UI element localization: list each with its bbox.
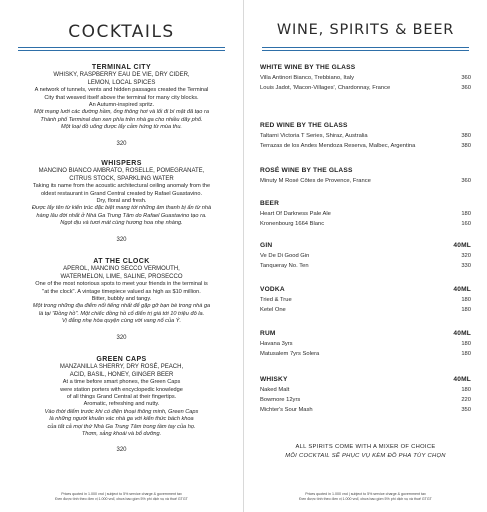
cocktail-ingredients: CITRUS STOCK, SPARKLING WATER — [69, 175, 174, 182]
item-price: 350 — [461, 407, 471, 413]
mixer-note — [244, 443, 487, 461]
section-unit: 40ML — [453, 286, 471, 293]
cocktail-ingredients: MANZANILLA SHERRY, DRY ROSÉ, PEACH, — [59, 364, 184, 371]
item-name: Taltarni Victoria T Series, Shiraz, Australia — [260, 133, 368, 139]
cocktail-description: Bitter, bubbly and tangy. — [91, 296, 152, 303]
section-heading: WHISKY — [260, 376, 288, 383]
cocktail-description-vi: Ngọt dịu và tươi mát cùng hương hoa nhẹ nhàng. — [60, 220, 183, 227]
cocktail-description: An Autumn-inspired spritz. — [88, 102, 155, 109]
pricing-footer — [6, 492, 237, 502]
menu-item — [260, 407, 471, 413]
item-name: Michter's Sour Mash — [260, 407, 313, 413]
menu-item — [260, 387, 471, 393]
section-heading: RUM — [260, 330, 276, 337]
item-price: 320 — [461, 253, 471, 259]
cocktail-whispers — [8, 160, 235, 244]
section-whisky — [260, 376, 471, 413]
cocktail-name: WHISPERS — [101, 160, 142, 167]
menu-item — [260, 143, 471, 149]
cocktail-description: At a time before smart phones, the Green Caps — [62, 379, 181, 386]
cocktail-description-vi: Một mạng lưới các đường hầm, ống thông hơi và lối đi bí mật đã tạo ra — [34, 109, 209, 116]
item-name: Tanqueray No. Ten — [260, 263, 309, 269]
cocktail-description: City that weaved itself above the terminal for many city blocks. — [44, 94, 199, 101]
cocktail-description: oldest restaurant in Grand Central created by Rafael Guastavino. — [40, 190, 203, 197]
item-price: 180 — [461, 307, 471, 313]
item-price: 360 — [461, 75, 471, 81]
menu-item — [260, 351, 471, 357]
cocktail-ingredients: APEROL, MANCINO SECCO VERMOUTH, — [63, 266, 180, 273]
cocktail-description-vi: Vào thời điểm trước khi có điện thoại thông minh, Green Caps — [44, 408, 199, 415]
mixer-note-vi: MỖI COCKTAIL SẼ PHỤC VỤ KÈM ĐỒ PHA TÙY CHỌN — [285, 453, 446, 459]
item-name: Kronenbourg 1664 Blanc — [260, 221, 325, 227]
item-name: Ve De Di Good Gin — [260, 253, 310, 259]
cocktail-price: 320 — [116, 140, 127, 147]
item-price: 180 — [461, 387, 471, 393]
cocktail-description-vi: Một loại đồ uống được lấy cảm hứng từ mùa thu. — [61, 124, 182, 131]
item-name: Louis Jadot, 'Macon-Villages', Chardonnay, France — [260, 85, 391, 91]
cocktail-name: GREEN CAPS — [96, 356, 147, 363]
menu-item — [260, 221, 471, 227]
item-name: Tried & True — [260, 297, 292, 303]
item-price: 380 — [461, 133, 471, 139]
cocktail-ingredients: WATERMELON, LIME, SALINE, PROSECCO — [60, 273, 183, 280]
item-name: Heart Of Darkness Pale Ale — [260, 211, 331, 217]
item-name: Ketel One — [260, 307, 286, 313]
mixer-note-en: ALL SPIRITS COME WITH A MIXER OF CHOICE — [295, 444, 436, 450]
title-rule — [262, 50, 469, 51]
cocktail-description-vi: Thơm, sảng khoái và bổ dưỡng. — [81, 431, 162, 438]
cocktail-name: TERMINAL CITY — [91, 64, 152, 71]
section-unit: 40ML — [453, 376, 471, 383]
cocktail-description: One of the most notorious spots to meet your friends in the terminal is — [35, 281, 208, 288]
menu-item — [260, 75, 471, 81]
menu-item — [260, 211, 471, 217]
item-price: 220 — [461, 397, 471, 403]
cocktail-description-vi: Một trong những địa điểm nổi tiếng nhất để gặp gỡ bạn bè trong nhà ga — [32, 303, 211, 310]
item-price: 360 — [461, 85, 471, 91]
title-rule — [18, 47, 225, 48]
cocktail-description: "at the clock". A vintage timepiece valued as high as $10 million. — [42, 288, 201, 295]
item-price: 180 — [461, 297, 471, 303]
footer-line: Đơn được tính theo đơn vị 1.000 vnđ, chưa bao gồm 5% phí dịch vụ và thuế GTGT — [299, 497, 432, 501]
section-rum — [260, 330, 471, 357]
cocktail-ingredients: WHISKY, RASPBERRY EAU DE VIE, DRY CIDER, — [53, 72, 190, 79]
footer-line: Đơn được tính theo đơn vị 1.000 vnđ, chưa bao gồm 5% phí dịch vụ và thuế GTGT — [55, 497, 188, 501]
menu-item — [260, 253, 471, 259]
cocktail-price: 320 — [116, 236, 127, 243]
cocktail-price: 320 — [116, 447, 127, 454]
menu-item — [260, 178, 471, 184]
cocktails-page — [0, 0, 243, 512]
cocktail-ingredients: ACID, BASIL, HONEY, GINGER BEER — [69, 371, 174, 378]
menu-item — [260, 85, 471, 91]
item-price: 180 — [461, 351, 471, 357]
item-name: Villa Antinori Bianco, Trebbiano, Italy — [260, 75, 354, 81]
item-price: 160 — [461, 221, 471, 227]
section-white-wine — [260, 64, 471, 91]
menu-item — [260, 133, 471, 139]
cocktail-description: of all things Grand Central at their fingertips. — [66, 394, 177, 401]
section-heading: ROSÉ WINE BY THE GLASS — [260, 167, 353, 174]
menu-item — [260, 263, 471, 269]
cocktail-description-vi: là những người khuân vác nhà ga với kiến thức bách khoa — [49, 416, 194, 423]
cocktail-description: Aromatic, refreshing and nutty. — [83, 401, 160, 408]
cocktail-description: A network of tunnels, vents and hidden passages created the Terminal — [34, 87, 209, 94]
section-heading: VODKA — [260, 286, 285, 293]
cocktail-price: 320 — [116, 334, 127, 341]
pricing-footer — [250, 492, 481, 502]
cocktail-ingredients: MANCINO BIANCO AMBRATO, ROSELLE, POMEGRANATE, — [38, 168, 205, 175]
section-heading: WHITE WINE BY THE GLASS — [260, 64, 356, 71]
section-rose-wine — [260, 167, 471, 184]
item-name: Terrazas de los Andes Mendoza Reserva, Malbec, Argentina — [260, 143, 416, 149]
footer-line: Prices quoted in 1.000 vnd | subject to 5% service charge & government tax — [61, 492, 182, 496]
cocktail-description: Taking its name from the acoustic architectural ceiling anomaly from the — [32, 183, 211, 190]
wine-title: WINE, SPIRITS & BEER — [276, 22, 455, 38]
section-unit: 40ML — [453, 330, 471, 337]
title-rule — [18, 50, 225, 51]
cocktail-at-the-clock — [8, 258, 235, 342]
cocktail-ingredients: LEMON, LOCAL SPICES — [87, 79, 156, 86]
item-name: Matusalem 7yrs Solera — [260, 351, 320, 357]
cocktail-name: AT THE CLOCK — [93, 258, 150, 265]
item-price: 330 — [461, 263, 471, 269]
title-rule — [262, 47, 469, 48]
cocktail-description-vi: Vị đắng nhẹ hòa quyện cùng vời vang nổ của Ý. — [61, 318, 182, 325]
section-heading: RED WINE BY THE GLASS — [260, 122, 348, 129]
cocktails-title: COCKTAILS — [68, 22, 175, 42]
section-heading: BEER — [260, 200, 280, 207]
cocktail-description-vi: Thành phố Terminal dan xen phía trên nhà ga cho nhiều dãy phố. — [40, 116, 203, 123]
item-name: Havana 3yrs — [260, 341, 293, 347]
cocktail-terminal-city — [8, 64, 235, 148]
cocktail-description-vi: hàng lâu đời nhất ở Nhà Ga Trung Tâm do Rafael Guastavino tạo ra. — [36, 212, 207, 219]
item-name: Bowmore 12yrs — [260, 397, 301, 403]
section-vodka — [260, 286, 471, 313]
menu-item — [260, 307, 471, 313]
section-beer — [260, 200, 471, 227]
section-heading: GIN — [260, 242, 273, 249]
cocktail-description-vi: của tất cả mọi thứ Nhà Ga Trung Tâm trong tầm tay của họ. — [47, 423, 196, 430]
menu-item — [260, 297, 471, 303]
section-unit: 40ML — [453, 242, 471, 249]
item-price: 180 — [461, 211, 471, 217]
footer-line: Prices quoted in 1.000 vnd | subject to 5% service charge & government tax — [305, 492, 426, 496]
wine-page — [244, 0, 487, 512]
cocktail-green-caps — [8, 356, 235, 455]
menu-item — [260, 341, 471, 347]
item-price: 380 — [461, 143, 471, 149]
cocktail-description-vi: là tại "Đồng hồ". Một chiếc đồng hồ cổ điển trị giá tới 10 triệu đô la. — [38, 310, 205, 317]
cocktail-description: were station porters with encyclopedic knowledge — [60, 386, 183, 393]
cocktail-description: Dry, floral and fresh. — [96, 198, 147, 205]
item-name: Naked Malt — [260, 387, 290, 393]
menu-item — [260, 397, 471, 403]
section-gin — [260, 242, 471, 269]
item-price: 360 — [461, 178, 471, 184]
cocktail-description-vi: Được lấy tên từ kiến trúc đặc biệt mang tới những âm thanh bị ẩn từ nhà — [31, 205, 212, 212]
item-price: 180 — [461, 341, 471, 347]
section-red-wine — [260, 122, 471, 149]
item-name: Minuty M Rosé Côtes de Provence, France — [260, 178, 371, 184]
